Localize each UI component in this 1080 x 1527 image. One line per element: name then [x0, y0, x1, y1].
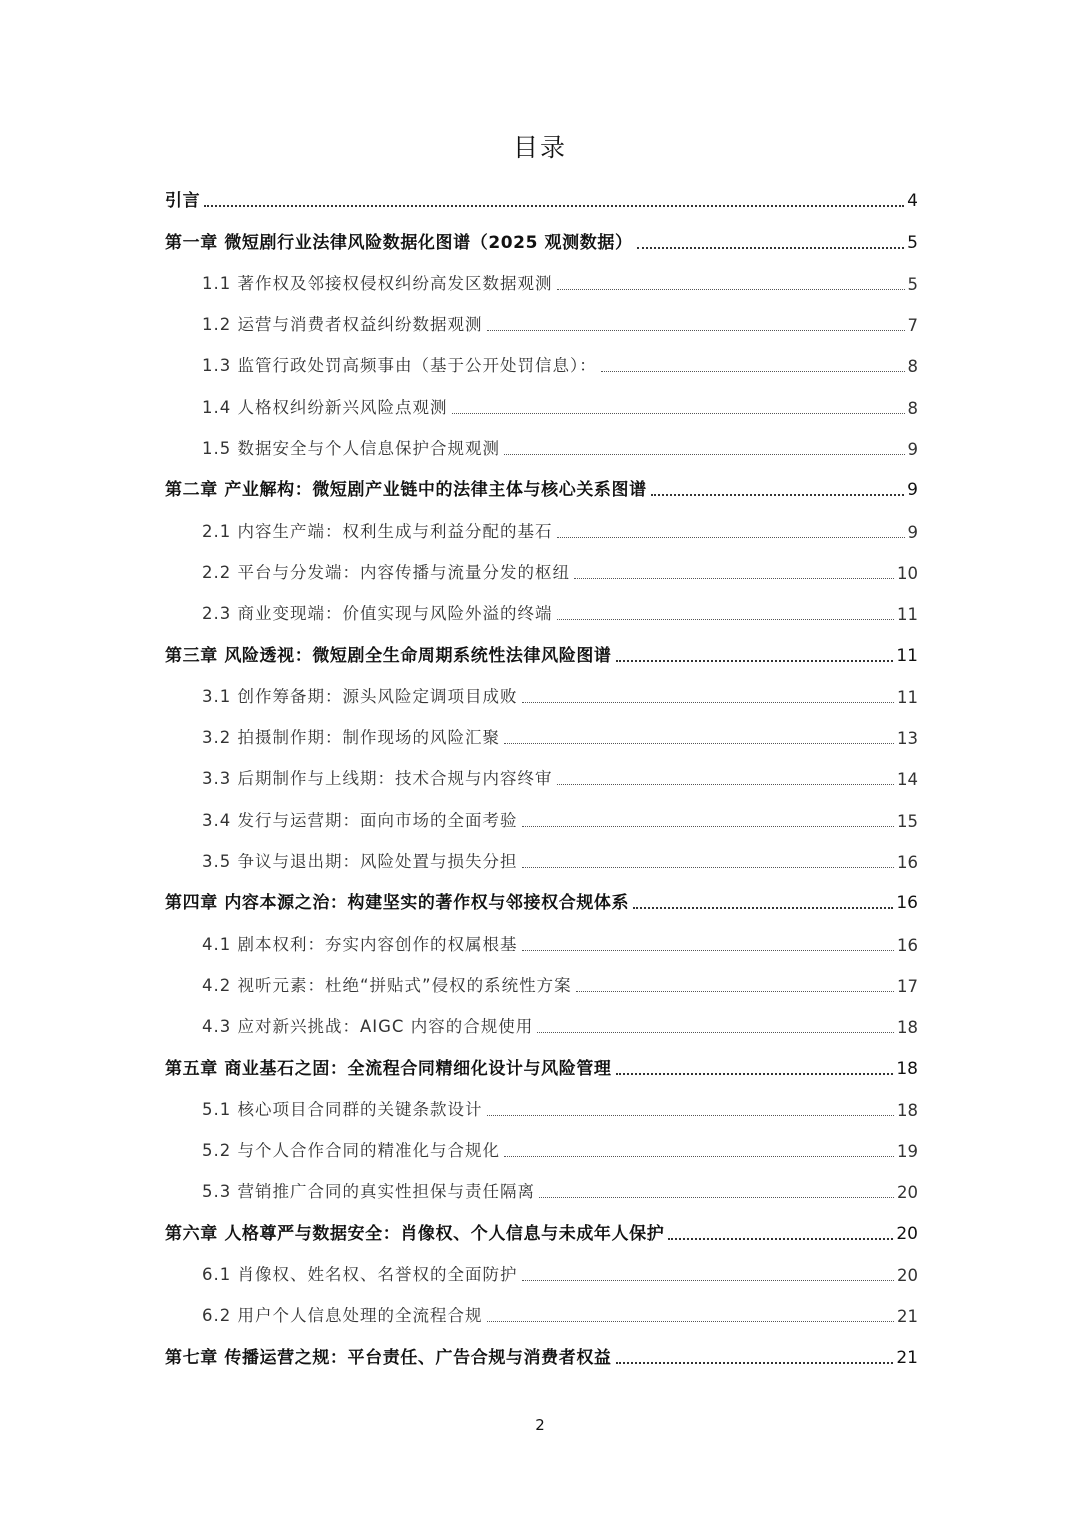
toc-entry-page-number: 4 — [907, 191, 918, 212]
toc-chapter-entry — [165, 1046, 918, 1087]
toc-entry-page-number: 13 — [897, 729, 918, 749]
toc-section-entry — [165, 592, 918, 633]
toc-section-entry — [165, 1170, 918, 1211]
toc-entry-label: 5.1 核心项目合同群的关键条款设计 — [202, 1099, 483, 1119]
toc-entry-page-number: 20 — [897, 1266, 918, 1286]
toc-entry-page-number: 17 — [897, 976, 918, 996]
toc-entry-page-number: 9 — [907, 440, 918, 460]
toc-section-entry — [165, 1088, 918, 1129]
toc-chapter-entry — [165, 881, 918, 922]
toc-dot-leader — [452, 413, 905, 414]
toc-entry-label: 第六章 人格尊严与数据安全：肖像权、个人信息与未成年人保护 — [165, 1223, 665, 1244]
toc-entry-page-number: 5 — [907, 274, 918, 294]
toc-entry-label: 4.1 剧本权利：夯实内容创作的权属根基 — [202, 934, 518, 954]
toc-chapter-entry — [165, 1335, 918, 1376]
page-number: 2 — [535, 1416, 545, 1434]
toc-dot-leader — [522, 1280, 895, 1281]
toc-section-entry — [165, 303, 918, 344]
toc-section-entry — [165, 509, 918, 550]
toc-chapter-entry — [165, 468, 918, 509]
toc-entry-label: 4.3 应对新兴挑战：AIGC 内容的合规使用 — [202, 1017, 534, 1037]
toc-section-entry — [165, 344, 918, 385]
toc-dot-leader — [522, 867, 895, 868]
toc-entry-label: 第三章 风险透视：微短剧全生命周期系统性法律风险图谱 — [165, 645, 612, 666]
toc-dot-leader — [522, 950, 895, 951]
toc-dot-leader — [487, 1115, 895, 1116]
toc-entry-label: 6.1 肖像权、姓名权、名誉权的全面防护 — [202, 1265, 518, 1285]
toc-entry-label: 2.3 商业变现端：价值实现与风险外溢的终端 — [202, 604, 553, 624]
toc-entry-page-number: 16 — [896, 893, 918, 914]
toc-dot-leader — [487, 330, 905, 331]
toc-chapter-entry — [165, 179, 918, 220]
toc-dot-leader — [537, 1032, 894, 1033]
toc-section-entry — [165, 716, 918, 757]
toc-dot-leader — [637, 247, 905, 249]
toc-dot-leader — [616, 1362, 894, 1364]
toc-entry-page-number: 18 — [897, 1100, 918, 1120]
toc-entry-label: 3.4 发行与运营期：面向市场的全面考验 — [202, 810, 518, 830]
toc-section-entry — [165, 427, 918, 468]
toc-dot-leader — [576, 991, 894, 992]
toc-chapter-entry — [165, 220, 918, 261]
toc-entry-label: 引言 — [165, 191, 201, 212]
toc-entry-label: 1.1 著作权及邻接权侵权纠纷高发区数据观测 — [202, 273, 553, 293]
toc-entry-page-number: 10 — [897, 563, 918, 583]
toc-entry-label: 1.2 运营与消费者权益纠纷数据观测 — [202, 315, 483, 335]
toc-dot-leader — [601, 371, 905, 372]
toc-dot-leader — [557, 289, 905, 290]
toc-entry-page-number: 15 — [897, 811, 918, 831]
toc-entry-label: 5.3 营销推广合同的真实性担保与责任隔离 — [202, 1182, 535, 1202]
toc-entry-page-number: 8 — [907, 357, 918, 377]
toc-section-entry — [165, 798, 918, 839]
toc-section-entry — [165, 840, 918, 881]
toc-entry-label: 5.2 与个人合作合同的精准化与合规化 — [202, 1141, 500, 1161]
toc-dot-leader — [539, 1197, 894, 1198]
toc-entry-label: 3.1 创作筹备期：源头风险定调项目成败 — [202, 686, 518, 706]
toc-entry-page-number: 11 — [897, 687, 918, 707]
toc-entry-page-number: 11 — [896, 645, 918, 666]
toc-entry-label: 2.2 平台与分发端：内容传播与流量分发的枢纽 — [202, 562, 570, 582]
toc-entry-page-number: 9 — [907, 480, 918, 501]
toc-entry-label: 第二章 产业解构：微短剧产业链中的法律主体与核心关系图谱 — [165, 480, 647, 501]
table-of-contents — [165, 179, 918, 1377]
toc-dot-leader — [522, 826, 895, 827]
toc-entry-page-number: 18 — [896, 1058, 918, 1079]
toc-dot-leader — [504, 1156, 894, 1157]
toc-section-entry — [165, 964, 918, 1005]
toc-entry-page-number: 8 — [907, 398, 918, 418]
toc-chapter-entry — [165, 633, 918, 674]
toc-entry-label: 3.2 拍摄制作期：制作现场的风险汇聚 — [202, 728, 500, 748]
toc-dot-leader — [557, 619, 895, 620]
toc-dot-leader — [522, 702, 895, 703]
toc-entry-page-number: 19 — [897, 1142, 918, 1162]
toc-entry-label: 6.2 用户个人信息处理的全流程合规 — [202, 1306, 483, 1326]
toc-section-entry — [165, 675, 918, 716]
toc-entry-page-number: 20 — [897, 1183, 918, 1203]
toc-dot-leader — [574, 578, 894, 579]
toc-entry-label: 第五章 商业基石之固：全流程合同精细化设计与风险管理 — [165, 1058, 612, 1079]
toc-section-entry — [165, 757, 918, 798]
toc-dot-leader — [616, 660, 894, 662]
toc-entry-page-number: 11 — [897, 605, 918, 625]
toc-dot-leader — [651, 494, 904, 496]
toc-section-entry — [165, 1129, 918, 1170]
toc-entry-label: 第一章 微短剧行业法律风险数据化图谱（2025 观测数据） — [165, 232, 633, 253]
toc-entry-label: 1.3 监管行政处罚高频事由（基于公开处罚信息）： — [202, 356, 597, 376]
toc-dot-leader — [204, 205, 904, 207]
toc-dot-leader — [504, 743, 894, 744]
toc-chapter-entry — [165, 1211, 918, 1252]
toc-dot-leader — [668, 1238, 893, 1240]
toc-entry-page-number: 18 — [897, 1018, 918, 1038]
toc-entry-label: 第七章 传播运营之规：平台责任、广告合规与消费者权益 — [165, 1347, 612, 1368]
toc-dot-leader — [633, 907, 893, 909]
toc-entry-page-number: 5 — [907, 232, 918, 253]
toc-entry-page-number: 20 — [896, 1223, 918, 1244]
toc-entry-label: 2.1 内容生产端：权利生成与利益分配的基石 — [202, 521, 553, 541]
toc-entry-page-number: 16 — [897, 935, 918, 955]
toc-entry-label: 1.4 人格权纠纷新兴风险点观测 — [202, 397, 448, 417]
toc-dot-leader — [557, 537, 905, 538]
toc-dot-leader — [504, 454, 905, 455]
toc-section-entry — [165, 1294, 918, 1335]
toc-entry-label: 3.5 争议与退出期：风险处置与损失分担 — [202, 852, 518, 872]
toc-section-entry — [165, 551, 918, 592]
toc-section-entry — [165, 385, 918, 426]
toc-dot-leader — [487, 1321, 895, 1322]
toc-entry-label: 3.3 后期制作与上线期：技术合规与内容终审 — [202, 769, 553, 789]
document-title: 目录 — [512, 133, 567, 162]
toc-section-entry — [165, 1005, 918, 1046]
toc-section-entry — [165, 1253, 918, 1294]
toc-section-entry — [165, 262, 918, 303]
toc-dot-leader — [616, 1073, 894, 1075]
toc-entry-page-number: 9 — [907, 522, 918, 542]
toc-entry-label: 第四章 内容本源之治：构建坚实的著作权与邻接权合规体系 — [165, 893, 630, 914]
toc-entry-label: 1.5 数据安全与个人信息保护合规观测 — [202, 439, 500, 459]
toc-entry-label: 4.2 视听元素：杜绝“拼贴式”侵权的系统性方案 — [202, 975, 572, 995]
toc-entry-page-number: 7 — [907, 316, 918, 336]
toc-entry-page-number: 21 — [896, 1347, 918, 1368]
toc-entry-page-number: 16 — [897, 853, 918, 873]
toc-entry-page-number: 21 — [897, 1307, 918, 1327]
toc-dot-leader — [557, 784, 895, 785]
toc-entry-page-number: 14 — [897, 770, 918, 790]
toc-section-entry — [165, 922, 918, 963]
